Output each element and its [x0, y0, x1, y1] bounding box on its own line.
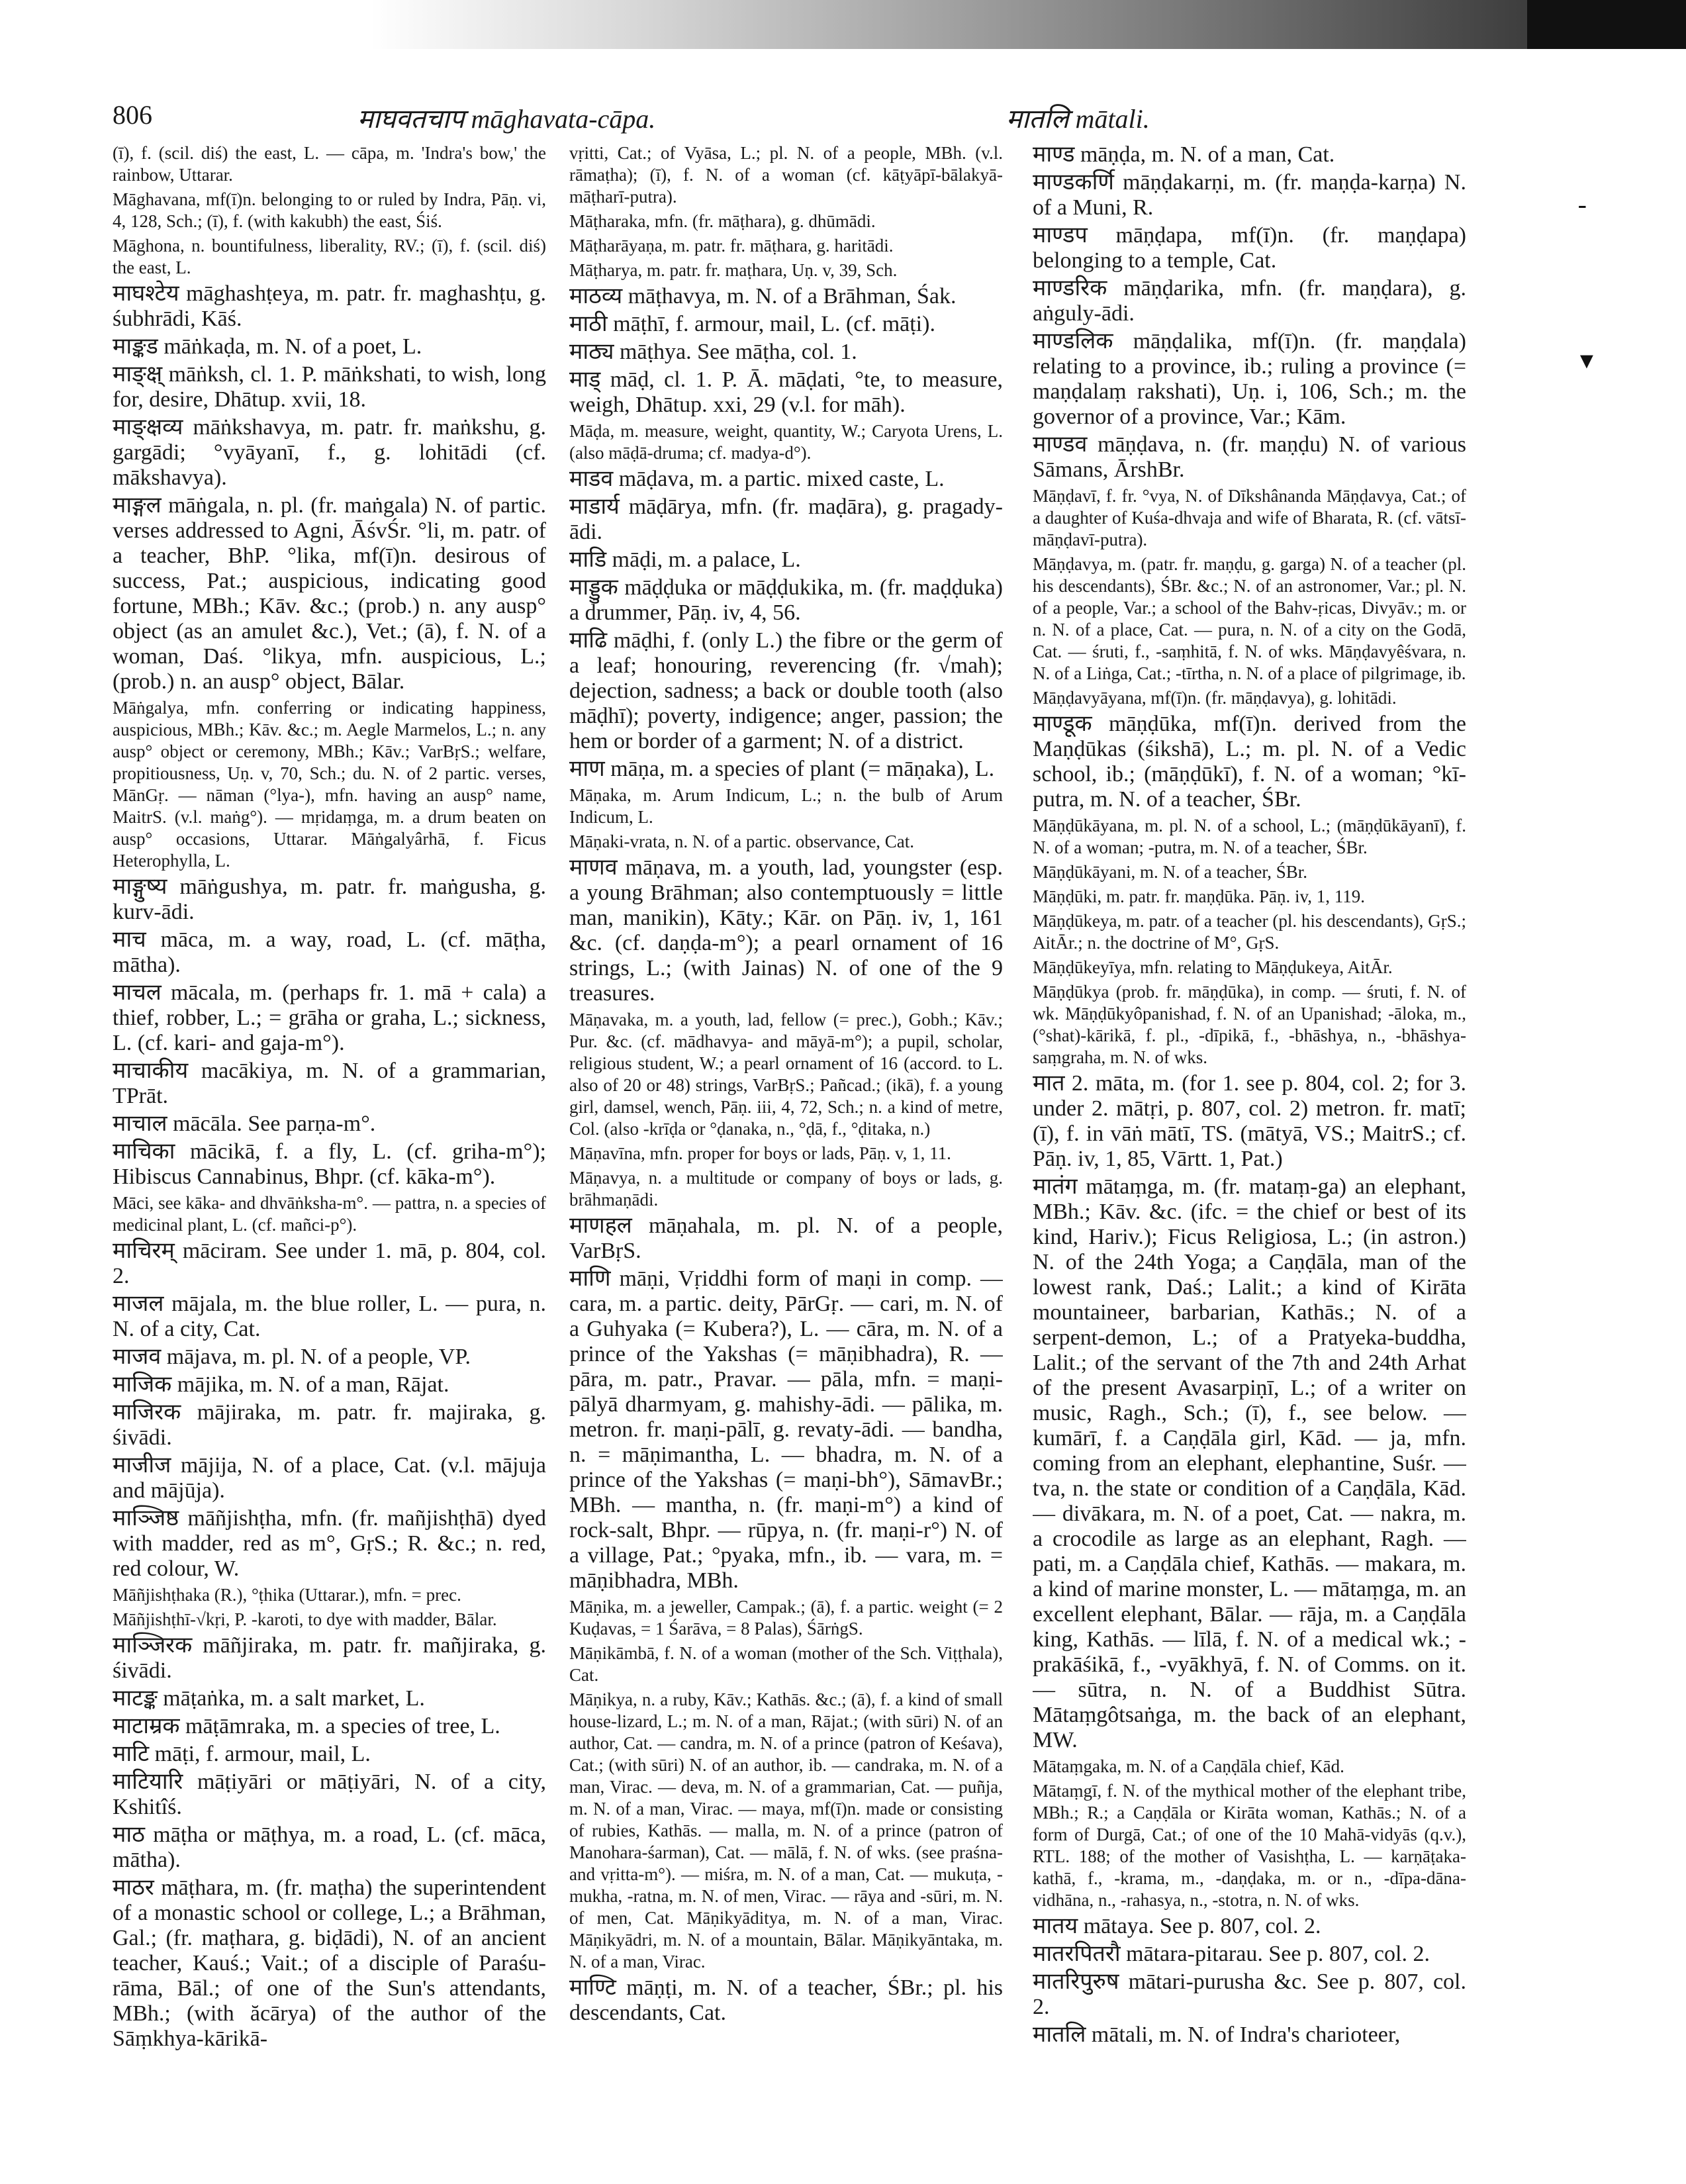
- dictionary-entry: vṛitti, Cat.; of Vyāsa, L.; pl. N. of a people, MBh. (v.l. rāmaṭha); (ī), f. N. of a woman (cf. kāṭyāpī-bālakyā-māṭharī-putra).: [569, 143, 1003, 207]
- dictionary-entry: माजल mājala, m. the blue roller, L. — pura, n. N. of a city, Cat.: [113, 1292, 546, 1341]
- dictionary-entry: Māṇḍavyāyana, mf(ī)n. (fr. māṇḍavya), g. lohitādi.: [1033, 688, 1397, 708]
- dictionary-entry: मातरपितरौ mātara-pitarau. See p. 807, col. 2.: [1033, 1942, 1430, 1966]
- dictionary-entry: माडि māḍi, m. a palace, L.: [569, 547, 801, 572]
- dictionary-entry: माडार्य māḍārya, mfn. (fr. maḍāra), g. pragady-ādi.: [569, 495, 1003, 544]
- dictionary-entry: Māḍa, m. measure, weight, quantity, W.; Caryota Urens, L. (also māḍā-druma; cf. madya-d°).: [569, 421, 1003, 463]
- dictionary-entry: माठर māṭhara, m. (fr. maṭha) the superintendent of a monastic school or college, L.; a Brāhman, Gal.; (fr. maṭhara, g. biḍādi), N. of an ancient teacher, Kauś.; Vait.; of a disciple of Paraśu-rāma, Bāl.; of one of the Sun's attendants, MBh.; (with ăcārya) of the author of the Sāṃkhya-kārikā-: [113, 1875, 546, 2051]
- dictionary-entry: Māṇavaka, m. a youth, lad, fellow (= prec.), Gobh.; Kāv.; Pur. &c. (cf. mādhavya- and māyā-m°); a pupil, scholar, religious student, W.; a pearl ornament of 16 (accord. to L. also of 20 or 48) strings, VarBṛS.; Pañcad.; (ikā), f. a young girl, damsel, wench, Pāṇ. iii, 4, 72, Sch.; n. a kind of metre, Col. (also -krīḍa or °ḍanaka, n., °ḍā, f., °ḍitaka, n.): [569, 1010, 1003, 1139]
- dictionary-entry: Māṭharāyaṇa, m. patr. fr. māṭhara, g. haritādi.: [569, 236, 894, 256]
- dictionary-entry: माडव māḍava, m. a partic. mixed caste, L.: [569, 467, 945, 491]
- dictionary-entry: माङ्गल māṅgala, n. pl. (fr. maṅgala) N. of partic. verses addressed to Agni, ĀśvŚr. °li, m. patr. of a teacher, BhP. °lika, mf(ī)n. desirous of success, Pat.; auspicious, indicating good fortune, MBh.; Kāv. &c.; (prob.) n. any ausp° object (as an amulet &c.), Vet.; (ā), f. N. of a woman, Daś. °likya, mfn. auspicious, L.; (prob.) n. an ausp° object, Bālar.: [113, 493, 546, 694]
- dictionary-entry: माण्ड māṇḍa, m. N. of a man, Cat.: [1033, 142, 1335, 167]
- dictionary-entry: मातलि mātali, m. N. of Indra's charioteer,: [1033, 2022, 1401, 2047]
- left-running-headword: माघवतचाप māghavata-cāpa.: [357, 104, 656, 134]
- dictionary-entry: माचिरम् māciram. See under 1. mā, p. 804, col. 2.: [113, 1239, 546, 1288]
- dictionary-entry: माङ्कड māṅkaḍa, m. N. of a poet, L.: [113, 334, 422, 359]
- dictionary-entry: मातंग mātaṃga, m. (fr. mataṃ-ga) an elephant, MBh.; Kāv. &c. (ifc. = the chief or best of its kind, Hariv.); Ficus Religiosa, L.; (in astron.) N. of the 24th Yoga; a Caṇḍāla, man of the lowest rank, Daś.; Lalit.; a kind of Kirāta mountaineer, barbarian, Kathās.; N. of a serpent-demon, L.; of a Pratyeka-buddha, Lalit.; of the servant of the 7th and 24th Arhat of the present Avasarpiṇī, L.; of a writer on music, Ragh., Sch.; (ī), f., see below. — kumārī, f. a Caṇḍāla girl, Kād. — ja, mfn. coming from an elephant, elephantine, Suśr. — tva, n. the state or condition of a Caṇḍāla, Kād. — divākara, m. N. of a poet, Cat. — nakra, m. a crocodile as large as an elephant, Ragh. — pati, m. a Caṇḍāla chief, Kathās. — makara, m. a kind of marine monster, L. — mātaṃga, m. an excellent elephant, Bālar. — rāja, m. a Caṇḍāla king, Kathās. — līlā, f. N. of a medical wk.; -prakāśikā, f., -vyākhyā, f. N. of Comms. on it. — sūtra, n. N. of a Buddhist Sūtra. Mātaṃgôtsaṅga, m. the back of an elephant, MW.: [1033, 1174, 1466, 1752]
- dictionary-entry: Mātaṃgaka, m. N. of a Caṇḍāla chief, Kād.: [1033, 1756, 1344, 1776]
- dictionary-entry: माटाम्रक māṭāmraka, m. a species of tree, L.: [113, 1714, 500, 1738]
- dictionary-entry: माञ्जिरक māñjiraka, m. patr. fr. mañjiraka, g. śivādi.: [113, 1633, 546, 1683]
- dictionary-entry: माघश्टेय māghashṭeya, m. patr. fr. maghashṭu, g. śubhrādi, Kāś.: [113, 281, 546, 331]
- page-header: [113, 99, 1476, 139]
- dictionary-entry: (ī), f. (scil. diś) the east, L. — cāpa, m. 'Indra's bow,' the rainbow, Uttarar.: [113, 143, 546, 185]
- dictionary-entry: माटियारि māṭiyāri or māṭiyāri, N. of a city, Kshitîś.: [113, 1770, 546, 1819]
- dictionary-entry: मात 2. māta, m. (for 1. see p. 804, col. 2; for 3. under 2. mātṛi, p. 807, col. 2) metron. fr. matī; (ī), f. in vāṅ mātī, TS. (mātyā, VS.; MaitrS.; cf. Pāṇ. iv, 1, 85, Vārtt. 1, Pat.): [1033, 1071, 1466, 1171]
- dictionary-entry: Māṇḍavya, m. (patr. fr. maṇḍu, g. garga) N. of a teacher (pl. his descendants), ŚBr. &c.; N. of an astronomer, Var.; pl. N. of a people, Var.; a school of the Bahv-ṛicas, Divyāv.; m. or n. N. of a place, Cat. — pura, n. N. of a city on the Godā, Cat. — śruti, f., -saṃhitā, f. N. of wks. Māṇḍavyêśvara, n. N. of a Liṅga, Cat.; -tīrtha, n. N. of a place of pilgrimage, ib.: [1033, 554, 1466, 683]
- dictionary-entry: मातरिपुरुष mātari-purusha &c. See p. 807, col. 2.: [1033, 1970, 1466, 2019]
- dictionary-entry: Māci, see kāka- and dhvāṅksha-m°. — pattra, n. a species of medicinal plant, L. (cf. mañci-p°).: [113, 1193, 546, 1235]
- dictionary-entry: माठी māṭhī, f. armour, mail, L. (cf. māṭi).: [569, 312, 935, 336]
- dictionary-entry: Māghona, n. bountifulness, liberality, RV.; (ī), f. (scil. diś) the east, L.: [113, 236, 546, 277]
- dictionary-entry: माजीज mājija, N. of a place, Cat. (v.l. mājuja and mājūja).: [113, 1453, 546, 1503]
- dictionary-entry: Māṇḍūki, m. patr. fr. maṇḍūka. Pāṇ. iv, 1, 119.: [1033, 886, 1365, 906]
- dictionary-entry: माढि māḍhi, f. (only L.) the fibre or the germ of a leaf; honouring, reverencing (fr. √mah); dejection, sadness; a back or double tooth (also māḍhī); poverty, indigence; anger, passion; the hem or border of a garment; N. of a district.: [569, 628, 1003, 753]
- dictionary-entry: माठ māṭha or māṭhya, m. a road, L. (cf. māca, mātha).: [113, 1823, 546, 1872]
- dictionary-entry: Māṇaka, m. Arum Indicum, L.; n. the bulb of Arum Indicum, L.: [569, 785, 1003, 827]
- column-middle: [569, 142, 1003, 2168]
- dictionary-entry: Māñjishṭhī-√kṛi, P. -karoti, to dye with madder, Bālar.: [113, 1609, 497, 1629]
- dictionary-entry: माड्डुक māḍḍuka or māḍḍukika, m. (fr. maḍḍuka) a drummer, Pāṇ. iv, 4, 56.: [569, 575, 1003, 625]
- dictionary-entry: माणहल māṇahala, m. pl. N. of a people, VarBṛS.: [569, 1213, 1003, 1263]
- dictionary-entry: Māṇavya, n. a multitude or company of boys or lads, g. brāhmaṇādi.: [569, 1168, 1003, 1210]
- dictionary-entry: माटि māṭi, f. armour, mail, L.: [113, 1742, 371, 1766]
- dictionary-entry: माण्डकर्णि māṇḍakarṇi, m. (fr. maṇḍa-karṇa) N. of a Muni, R.: [1033, 170, 1466, 220]
- column-right: [1033, 142, 1466, 2168]
- dictionary-entry: माड् māḍ, cl. 1. P. Ā. māḍati, °te, to measure, weigh, Dhātup. xxi, 29 (v.l. for māh).: [569, 367, 1003, 417]
- dictionary-entry: माण्डरिक māṇḍarika, mfn. (fr. maṇḍara), g. aṅguly-ādi.: [1033, 276, 1466, 326]
- dictionary-entry: माङ्क्ष् māṅksh, cl. 1. P. māṅkshati, to wish, long for, desire, Dhātup. xvii, 18.: [113, 362, 546, 412]
- dictionary-entry: माण्डव māṇḍava, n. (fr. maṇḍu) N. of various Sāmans, ĀrshBr.: [1033, 432, 1466, 482]
- dictionary-entry: माचाल mācāla. See parṇa-m°.: [113, 1112, 376, 1136]
- dictionary-entry: माण māṇa, m. a species of plant (= māṇaka), L.: [569, 757, 995, 781]
- dictionary-entry: Māñjishṭhaka (R.), °ṭhika (Uttarar.), mfn. = prec.: [113, 1585, 461, 1605]
- dictionary-entry: माचाकीय macākiya, m. N. of a grammarian, TPrāt.: [113, 1059, 546, 1108]
- scan-top-shadow: [371, 0, 1686, 49]
- column-left: [113, 142, 546, 2168]
- dictionary-entry: माङ्क्षव्य māṅkshavya, m. patr. fr. maṅkshu, g. gargādi; °vyāyanī, f., g. lohitādi (cf. mākshavya).: [113, 415, 546, 490]
- dictionary-entry: Māṇḍūkāyani, m. N. of a teacher, ŚBr.: [1033, 862, 1308, 882]
- dictionary-entry: माण्टि māṇṭi, m. N. of a teacher, ŚBr.; pl. his descendants, Cat.: [569, 1975, 1003, 2025]
- dictionary-entry: माजिरक mājiraka, m. patr. fr. majiraka, g. śivādi.: [113, 1400, 546, 1450]
- dictionary-entry: माठ्य māṭhya. See māṭha, col. 1.: [569, 340, 857, 364]
- dictionary-entry: Māṇikāmbā, f. N. of a woman (mother of the Sch. Viṭṭhala), Cat.: [569, 1643, 1003, 1685]
- dictionary-entry: माचल mācala, m. (perhaps fr. 1. mā + cala) a thief, robber, L.; = grāha or graha, L.; sickness, L. (cf. kari- and gaja-m°).: [113, 980, 546, 1055]
- dictionary-entry: Māṇḍūkya (prob. fr. māṇḍūka), in comp. — śruti, f. N. of wk. Māṇḍūkyôpanishad, f. N. of an Upanishad; -āloka, m., (°shat)-kārikā, f. pl., -dīpikā, f., -bhāshya, n., -bhāshya-saṃgraha, m. N. of wks.: [1033, 982, 1466, 1067]
- dictionary-entry: Māghavana, mf(ī)n. belonging to or ruled by Indra, Pāṇ. vi, 4, 128, Sch.; (ī), f. (with kakubh) the east, Śiś.: [113, 189, 546, 231]
- dictionary-entry: Māṇḍūkeya, m. patr. of a teacher (pl. his descendants), GṛS.; AitĀr.; n. the doctrine of M°, GṛS.: [1033, 911, 1466, 953]
- dictionary-entry: Māṇḍavī, f. fr. °vya, N. of Dīkshânanda Māṇḍavya, Cat.; of a daughter of Kuśa-dhvaja and wife of Bharata, R. (cf. vātsī-māṇḍavī-putra).: [1033, 486, 1466, 549]
- dictionary-entry: Māṅgalya, mfn. conferring or indicating happiness, auspicious, MBh.; Kāv. &c.; m. Aegle Marmelos, L.; n. any ausp° object or ceremony, MBh.; Kāv.; VarBṛS.; welfare, propitiousness, Uṇ. v, 70, Sch.; du. N. of 2 partic. verses, MānGṛ. — nāman (°lya-), mfn. having an ausp° name, MaitrS. (v.l. maṅg°). — mṛidaṃga, m. a drum beaten on ausp° occasions, Uttarar. Māṅgalyârhā, f. Ficus Heterophylla, L.: [113, 698, 546, 871]
- dictionary-entry: Māṇikya, n. a ruby, Kāv.; Kathās. &c.; (ā), f. a kind of small house-lizard, L.; m. N. of a man, Rājat.; (with sūri) N. of an author, Cat. — candra, m. N. of a prince (patron of Keśava), Cat.; (with sūri) N. of an author, ib. — candraka, m. N. of a man, Virac. — deva, m. N. of a grammarian, Cat. — puñja, m. N. of a man, Virac. — maya, mf(ī)n. made or consisting of rubies, Kathās. — malla, m. N. of a prince (patron of Manohara-śarman), Cat. — mālā, f. N. of wks. (see praśna- and vṛitta-m°). — miśra, m. N. of a man, Cat. — mukuṭa, -mukha, -ratna, m. N. of men, Virac. — rāya and -sūri, m. N. of men, Cat. Māṇikyāditya, m. N. of a man, Virac. Māṇikyādri, m. N. of a mountain, Bālar. Māṇikyāntaka, m. N. of a man, Virac.: [569, 1689, 1003, 1971]
- dictionary-entry: Māṇḍūkeyīya, mfn. relating to Māṇḍukeya, AitĀr.: [1033, 957, 1393, 977]
- dictionary-entry: Māṇavīna, mfn. proper for boys or lads, Pāṇ. v, 1, 11.: [569, 1143, 951, 1163]
- right-running-headword: मातलि mātali.: [1006, 104, 1150, 134]
- dictionary-entry: माणव māṇava, m. a youth, lad, youngster (esp. a young Brāhman; also contemptuously = little man, manikin), Kāty.; Kār. on Pāṇ. iv, 1, 161 &c. (cf. daṇḍa-m°); a pearl ornament of 16 strings, L.; (with Jainas) N. of one of the 9 treasures.: [569, 855, 1003, 1006]
- dictionary-entry: Mātaṃgī, f. N. of the mythical mother of the elephant tribe, MBh.; R.; a Caṇḍāla or Kirāta woman, Kathās.; N. of a form of Durgā, Cat.; of one of the 10 Mahā-vidyās (q.v.), RTL. 188; of the mother of Vasishṭha, L. — karṇāṭaka-kathā, f., -krama, m., -daṇḍaka, m. or n., -dīpa-dāna-vidhāna, n., -rahasya, n., -stotra, n. N. of wks.: [1033, 1781, 1466, 1910]
- margin-tick-mark: -: [1577, 189, 1587, 219]
- dictionary-entry: माञ्जिष्ठ māñjishṭha, mfn. (fr. mañjishṭhā) dyed with madder, red as m°, GṛS.; R. &c.; n. red, red colour, W.: [113, 1506, 546, 1581]
- dictionary-entry: माचिका mācikā, f. a fly, L. (cf. griha-m°); Hibiscus Cannabinus, Bhpr. (cf. kāka-m°).: [113, 1139, 546, 1189]
- dictionary-entry: माणि māṇi, Vṛiddhi form of maṇi in comp. — cara, m. a partic. deity, PārGṛ. — cari, m. N. of a Guhyaka (= Kubera?), L. — cāra, m. N. of a prince of the Yakshas (= māṇibhadra), R. — pāra, m. patr., Pravar. — pāla, mfn. = maṇi-pālyā dharmyam, g. mahishy-ādi. — pālika, m. metron. fr. maṇi-pālī, g. revaty-ādi. — bandha, n. = māṇimantha, L. — bhadra, m. N. of a prince of the Yakshas (= maṇi-bh°), SāmavBr.; MBh. — mantha, n. (fr. maṇi-m°) a kind of rock-salt, Bhpr. — rūpya, n. (fr. maṇi-r°) N. of a village, Pat.; °pyaka, mfn., ib. — vara, m. = māṇibhadra, MBh.: [569, 1266, 1003, 1593]
- dictionary-entry: माण्डलिक māṇḍalika, mf(ī)n. (fr. maṇḍala) relating to a province, ib.; ruling a province (= maṇḍalaṃ rakshati), Uṇ. i, 106, Sch.; m. the governor of a province, Var.; Kām.: [1033, 329, 1466, 429]
- dictionary-entry: माजिक mājika, m. N. of a man, Rājat.: [113, 1372, 449, 1397]
- dictionary-entry: माच māca, m. a way, road, L. (cf. māṭha, mātha).: [113, 927, 546, 977]
- dictionary-entry: माजव mājava, m. pl. N. of a people, VP.: [113, 1345, 471, 1369]
- scan-top-edge: [1527, 0, 1686, 49]
- dictionary-entry: माण्डूक māṇḍūka, mf(ī)n. derived from the Maṇḍūkas (śikshā), L.; m. pl. N. of a Vedic school, ib.; (māṇḍūkī), f. N. of a woman; °kī-putra, m. N. of a teacher, ŚBr.: [1033, 712, 1466, 812]
- dictionary-entry: माटङ्क māṭaṅka, m. a salt market, L.: [113, 1686, 425, 1711]
- dictionary-entry: माङ्गुष्य māṅgushya, m. patr. fr. maṅgusha, g. kurv-ādi.: [113, 875, 546, 924]
- dictionary-entry: Māṭharya, m. patr. fr. maṭhara, Uṇ. v, 39, Sch.: [569, 260, 898, 280]
- dictionary-entry: माठव्य māṭhavya, m. N. of a Brāhman, Śak.: [569, 284, 957, 309]
- dictionary-entry: Māṭharaka, mfn. (fr. māṭhara), g. dhūmādi.: [569, 211, 876, 231]
- page-number: 806: [113, 100, 152, 130]
- dictionary-entry: माण्डप māṇḍapa, mf(ī)n. (fr. maṇḍapa) belonging to a temple, Cat.: [1033, 223, 1466, 273]
- dictionary-entry: Māṇḍūkāyana, m. pl. N. of a school, L.; (māṇḍūkāyanī), f. N. of a woman; -putra, m. N. of a teacher, ŚBr.: [1033, 816, 1466, 857]
- dictionary-entry: Māṇika, m. a jeweller, Campak.; (ā), f. a partic. weight (= 2 Kuḍavas, = 1 Śarāva, = 8 Palas), ŚārṅgS.: [569, 1597, 1003, 1638]
- dictionary-entry: मातय mātaya. See p. 807, col. 2.: [1033, 1914, 1321, 1938]
- dictionary-columns: [113, 142, 1476, 2168]
- margin-arrow-mark: ▾: [1579, 345, 1593, 375]
- dictionary-entry: Māṇaki-vrata, n. N. of a partic. observance, Cat.: [569, 831, 915, 851]
